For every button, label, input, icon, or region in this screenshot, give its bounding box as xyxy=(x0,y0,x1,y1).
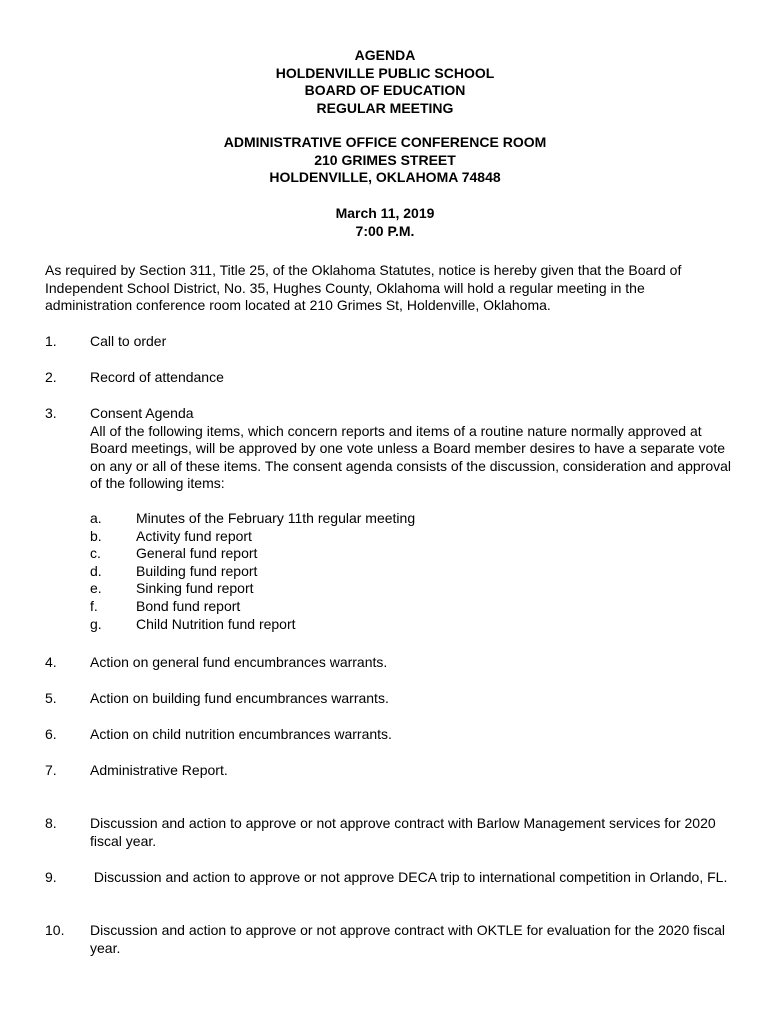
agenda-item-consent xyxy=(45,405,735,633)
item-text: Action on child nutrition encumbrances warrants. xyxy=(90,726,392,742)
agenda-item xyxy=(45,654,735,672)
item-number: 1. xyxy=(45,333,57,349)
sub-letter: g. xyxy=(90,615,102,632)
sub-text: Activity fund report xyxy=(136,527,252,544)
sub-text: Minutes of the February 11th regular meeting xyxy=(136,509,416,526)
sub-letter: f. xyxy=(90,597,98,614)
agenda-item xyxy=(45,690,735,708)
list-item xyxy=(90,545,735,563)
item-number: 6. xyxy=(45,726,57,742)
list-item xyxy=(90,528,735,546)
list-item xyxy=(90,616,735,634)
consent-subitems xyxy=(90,510,735,633)
item-number: 3. xyxy=(45,405,57,421)
agenda-item xyxy=(45,333,735,351)
location-street: 210 GRIMES STREET xyxy=(314,151,456,168)
item-text: Record of attendance xyxy=(90,369,224,385)
item-text: Discussion and action to approve or not approve contract with OKTLE for evaluation for the 2020 fiscal year. xyxy=(90,922,726,956)
item-number: 8. xyxy=(45,815,57,831)
item-text: Action on general fund encumbrances warrants. xyxy=(90,654,388,670)
location-room: ADMINISTRATIVE OFFICE CONFERENCE ROOM xyxy=(223,134,547,150)
sub-letter: b. xyxy=(90,527,102,544)
agenda-item xyxy=(45,922,735,957)
list-item xyxy=(90,563,735,581)
board-name: BOARD OF EDUCATION xyxy=(304,82,466,99)
item-text: Administrative Report. xyxy=(90,762,228,778)
item-number: 9. xyxy=(45,869,57,885)
item-text: Discussion and action to approve or not approve DECA trip to international competition in Orlando, FL. xyxy=(90,869,728,885)
agenda-item xyxy=(45,815,735,850)
sub-text: Child Nutrition fund report xyxy=(136,615,296,632)
sub-text: Sinking fund report xyxy=(136,580,254,597)
sub-text: Bond fund report xyxy=(136,597,241,614)
sub-letter: e. xyxy=(90,580,102,597)
agenda-item xyxy=(45,369,735,387)
item-number: 10. xyxy=(45,922,65,938)
sub-text: Building fund report xyxy=(136,562,258,579)
sub-letter: c. xyxy=(90,545,101,562)
location-block xyxy=(0,134,770,187)
item-number: 5. xyxy=(45,690,57,706)
item-text: Discussion and action to approve or not approve contract with Barlow Management services for 2020 fiscal year. xyxy=(90,815,716,849)
meeting-date: March 11, 2019 xyxy=(335,205,435,221)
notice-paragraph: As required by Section 311, Title 25, of the Oklahoma Statutes, notice is hereby given that the Board of Independent School District, No. 35, Hughes County, Oklahoma will hold a regular meeting in the administration conference room located at 210 Grimes St, Holdenville, Oklahoma. xyxy=(45,262,682,314)
item-text: Action on building fund encumbrances warrants. xyxy=(90,690,389,706)
item-number: 7. xyxy=(45,762,57,778)
agenda-heading: AGENDA xyxy=(354,47,416,63)
agenda-title-block xyxy=(0,47,770,117)
item-title: Consent Agenda xyxy=(90,405,194,421)
item-text: All of the following items, which concern reports and items of a routine nature normally approved at Board meetings, will be approved by one vote unless a Board member desires to have a separate vote on any or all of these items. The consent agenda consists of the discussion, consideration and approval of the following items: xyxy=(90,422,732,492)
meeting-type: REGULAR MEETING xyxy=(316,99,454,116)
item-number: 4. xyxy=(45,654,57,670)
date-block xyxy=(0,205,770,240)
agenda-item xyxy=(45,726,735,744)
meeting-time: 7:00 P.M. xyxy=(355,222,415,239)
agenda-item xyxy=(45,762,735,780)
school-name: HOLDENVILLE PUBLIC SCHOOL xyxy=(275,64,495,81)
item-text: Call to order xyxy=(90,333,167,349)
sub-letter: a. xyxy=(90,509,102,526)
sub-letter: d. xyxy=(90,562,102,579)
location-city: HOLDENVILLE, OKLAHOMA 74848 xyxy=(269,169,501,186)
item-number: 2. xyxy=(45,369,57,385)
agenda-item xyxy=(45,869,735,887)
list-item xyxy=(90,598,735,616)
list-item xyxy=(90,580,735,598)
sub-text: General fund report xyxy=(136,545,258,562)
list-item xyxy=(90,510,735,528)
